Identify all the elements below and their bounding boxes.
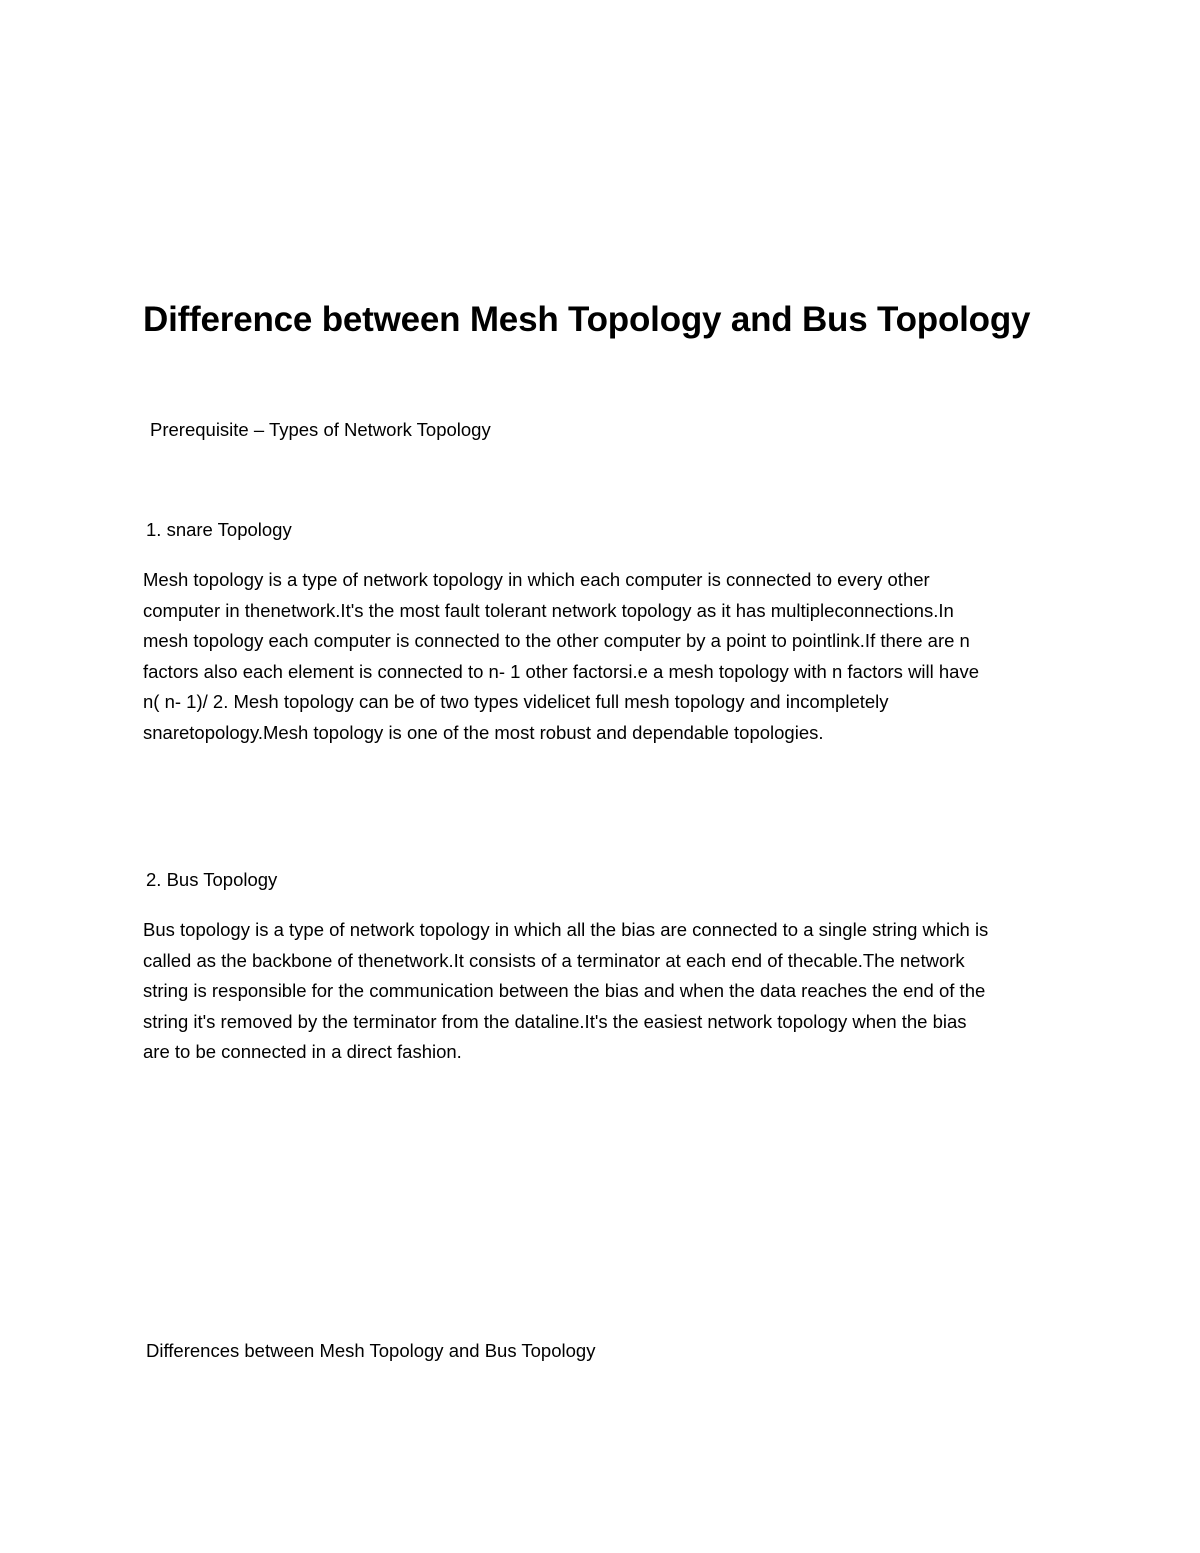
paragraph-line: string it's removed by the terminator from the dataline.It's the easiest network topology when the bias: [143, 1010, 967, 1032]
paragraph-line: n( n- 1)/ 2. Mesh topology can be of two types videlicet full mesh topology and incompletely: [143, 691, 889, 712]
prerequisite-text: Prerequisite – Types of Network Topology: [150, 419, 491, 440]
paragraph-line: mesh topology each computer is connected to the other computer by a point to pointlink.If there are n: [143, 630, 970, 651]
paragraph-line: are to be connected in a direct fashion.: [143, 1041, 462, 1062]
differences-heading: Differences between Mesh Topology and Bus Topology: [146, 1340, 596, 1361]
paragraph-line: string is responsible for the communication between the bias and when the data reaches the end of the: [143, 980, 986, 1001]
paragraph-line: factors also each element is connected to n- 1 other factorsi.e a mesh topology with n factors will have: [143, 660, 980, 682]
section-body-bus: [143, 915, 1063, 1068]
paragraph-line: computer in thenetwork.It's the most fault tolerant network topology as it has multipleconnections.In: [143, 599, 954, 621]
paragraph-line: Mesh topology is a type of network topology in which each computer is connected to every other: [143, 569, 930, 590]
section-heading-bus: 2. Bus Topology: [146, 869, 278, 890]
paragraph-line: snaretopology.Mesh topology is one of the most robust and dependable topologies.: [143, 721, 824, 743]
section-heading-mesh: 1. snare Topology: [146, 519, 292, 540]
paragraph-line: called as the backbone of thenetwork.It consists of a terminator at each end of thecable.The network: [143, 949, 965, 971]
document-title: Difference between Mesh Topology and Bus Topology: [143, 300, 1031, 339]
paragraph-line: Bus topology is a type of network topology in which all the bias are connected to a single string which is: [143, 919, 989, 940]
section-body-mesh: [143, 565, 1063, 748]
